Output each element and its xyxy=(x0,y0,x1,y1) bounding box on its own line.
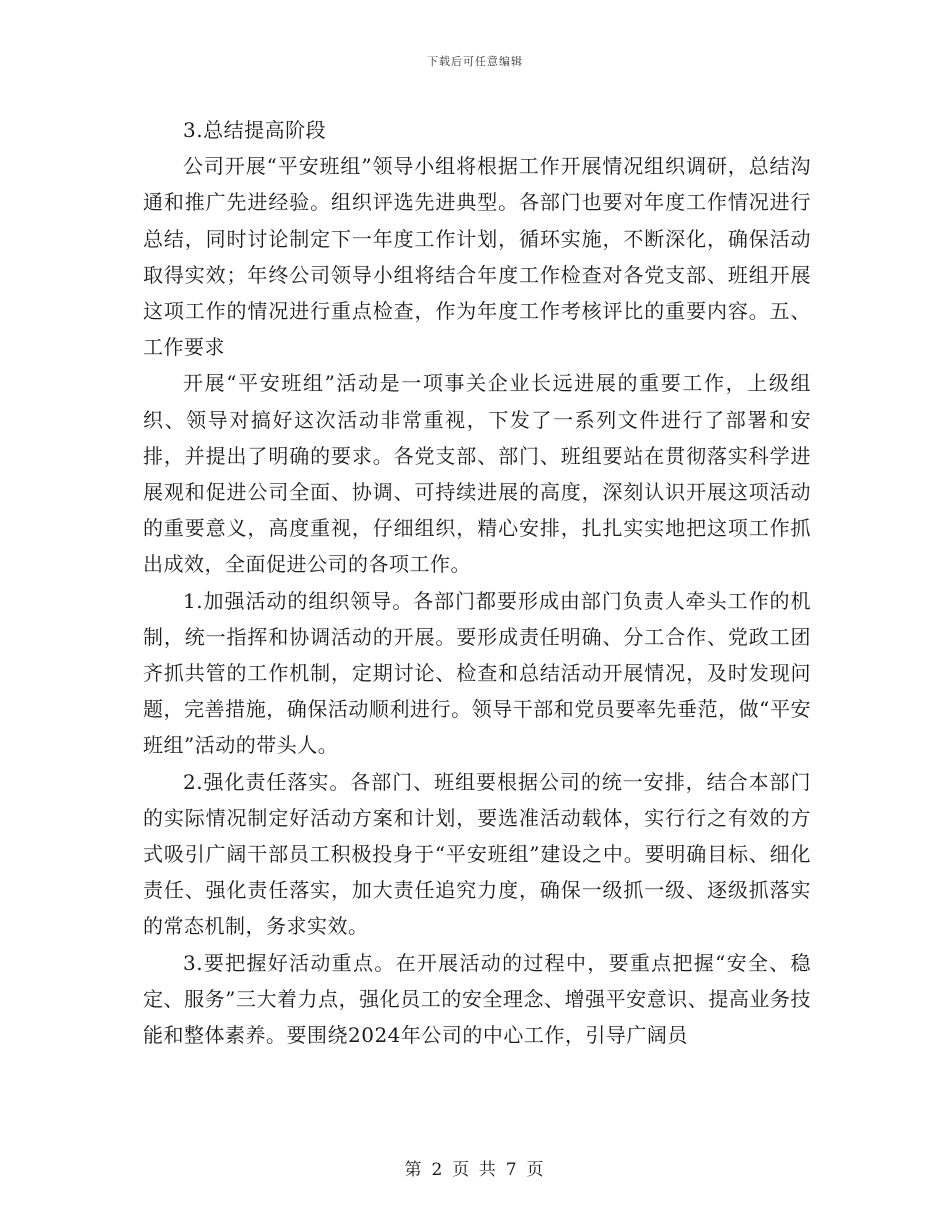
footer-page-number: 2 xyxy=(431,1160,445,1180)
page-header-note: 下载后可任意编辑 xyxy=(427,55,523,68)
page-footer xyxy=(0,1155,950,1180)
footer-mid: 页 共 xyxy=(452,1160,498,1180)
paragraph: 2.强化责任落实。各部门、班组要根据公司的统一安排，结合本部门的实际情况制定好活动方案和计划，要选准活动载体，实行行之有效的方式吸引广阔干部员工积极投身于“平安班组”建设之中。要明确目标、细化责任、强化责任落实，加大责任追究力度，确保一级抓一级、逐级抓落实的常态机制，务求实效。 xyxy=(143,769,811,939)
footer-suffix: 页 xyxy=(526,1160,546,1180)
footer-prefix: 第 xyxy=(404,1160,424,1180)
paragraph: 开展“平安班组”活动是一项事关企业长远进展的重要工作，上级组织、领导对搞好这次活动非常重视，下发了一系列文件进行了部署和安排，并提出了明确的要求。各党支部、部门、班组要站在贯彻落实科学进展观和促进公司全面、协调、可持续进展的高度，深刻认识开展这项活动的重要意义，高度重视，仔细组织，精心安排，扎扎实实地把这项工作抓出成效，全面促进公司的各项工作。 xyxy=(143,371,811,577)
footer-total-pages: 7 xyxy=(505,1160,519,1180)
section-heading: 3.总结提高阶段 xyxy=(183,118,327,142)
document-body xyxy=(143,112,811,1053)
paragraph: 公司开展“平安班组”领导小组将根据工作开展情况组织调研，总结沟通和推广先进经验。组织评选先进典型。各部门也要对年度工作情况进行总结，同时讨论制定下一年度工作计划，循环实施，不断深化，确保活动取得实效；年终公司领导小组将结合年度工作检查对各党支部、班组开展这项工作的情况进行重点检查，作为年度工作考核评比的重要内容。五、工作要求 xyxy=(143,154,811,360)
paragraph: 1.加强活动的组织领导。各部门都要形成由部门负责人牵头工作的机制，统一指挥和协调活动的开展。要形成责任明确、分工合作、党政工团齐抓共管的工作机制，定期讨论、检查和总结活动开展情况，及时发现问题，完善措施，确保活动顺利进行。领导干部和党员要率先垂范，做“平安班组”活动的带头人。 xyxy=(143,588,811,758)
paragraph: 3.要把握好活动重点。在开展活动的过程中，要重点把握“安全、稳定、服务”三大着力点，强化员工的安全理念、增强平安意识、提高业务技能和整体素养。要围绕2024年公司的中心工作，引导广阔员 xyxy=(143,950,811,1048)
